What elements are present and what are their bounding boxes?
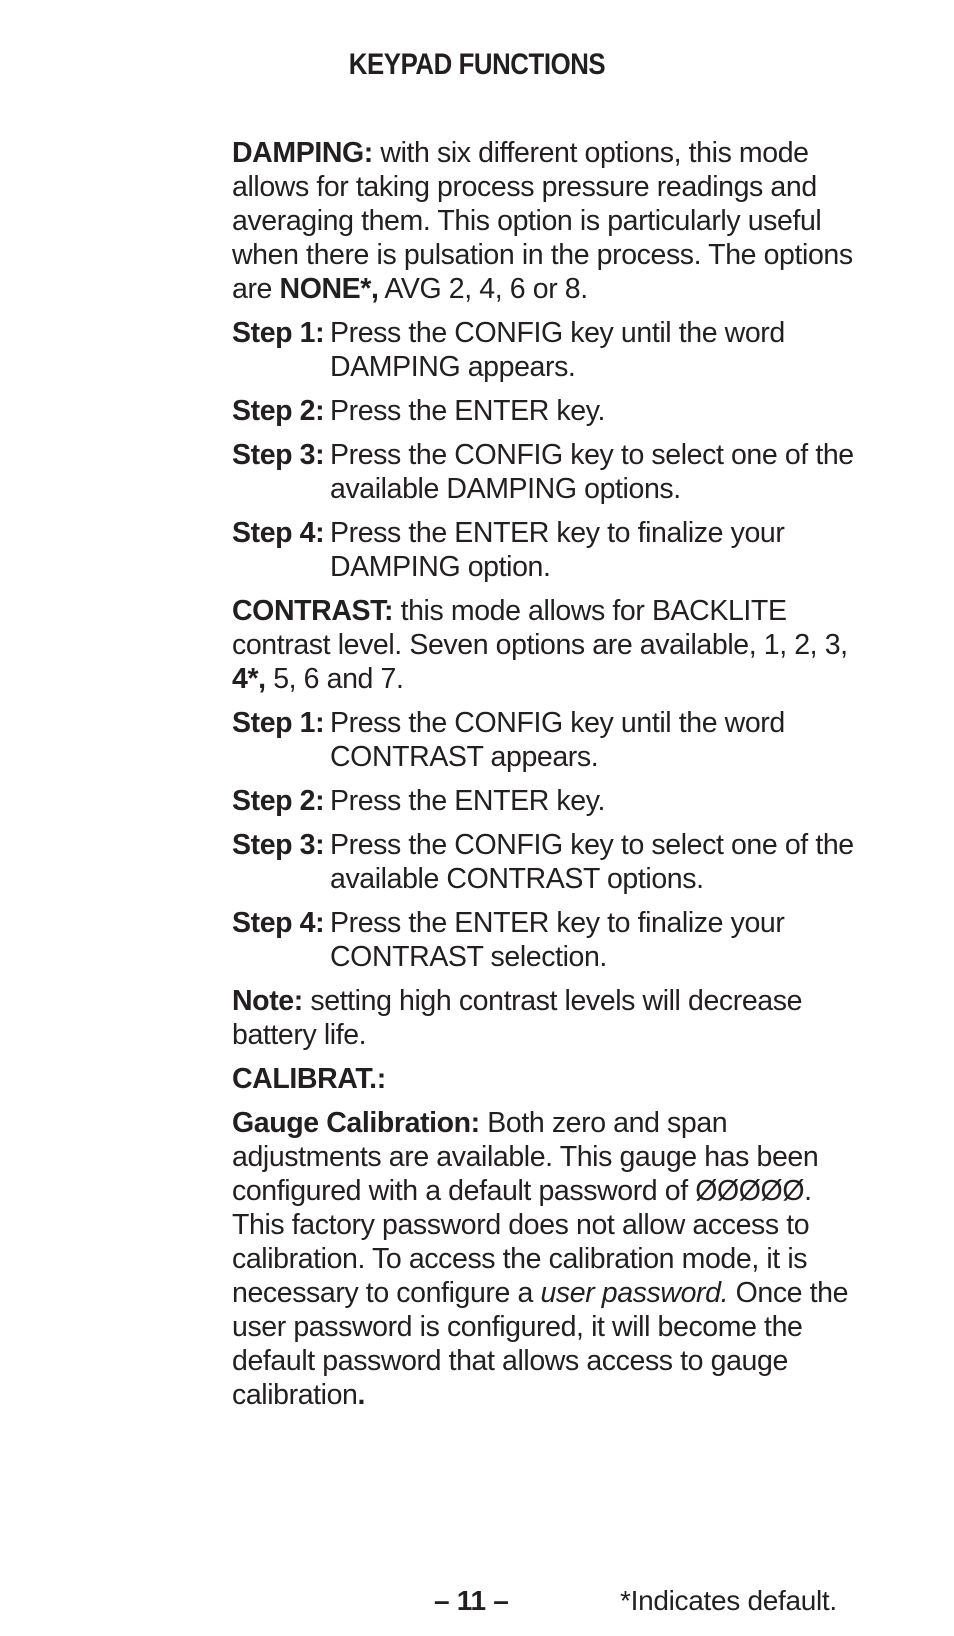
document-body [232,136,859,1422]
contrast-text-2: 5, 6 and 7. [265,663,404,695]
step-text: Press the CONFIG key to select one of the available CONTRAST options. [330,829,854,895]
page-number: – 11 – [434,1585,509,1616]
damping-text-1: with six different options, this mode allows for taking process pressure readings and averaging them. This option is particularly useful when there is pulsation in the process. The options are [232,137,853,305]
note-text: setting high contrast levels will decrease battery life. [232,985,803,1051]
step-label: Step 3: [232,829,325,861]
damping-label: DAMPING: [232,137,373,169]
damping-paragraph [232,136,859,306]
calibration-emphasis: user password. [540,1277,729,1309]
step-text: Press the ENTER key to finalize your DAMPING option. [330,517,785,583]
step-label: Step 1: [232,707,325,739]
note-label: Note: [232,985,303,1017]
step-label: Step 4: [232,907,325,939]
default-footnote: *Indicates default. [620,1585,837,1616]
step-label: Step 2: [232,785,325,817]
contrast-step-1 [232,706,859,774]
damping-step-4 [232,516,859,584]
step-label: Step 3: [232,439,325,471]
calibration-label: Gauge Calibration: [232,1107,480,1139]
calibration-text-1: Both zero and span adjustments are available. This gauge has been configured with a default password of ØØØØØ. This factory password does not allow access to calibration. To access the calibration mode, it is necessary to configure a [232,1107,819,1309]
contrast-text-1: this mode allows for BACKLITE contrast level. Seven options are available, 1, 2, 3, [232,595,848,661]
note-paragraph [232,984,859,1052]
step-label: Step 4: [232,517,325,549]
step-text: Press the CONFIG key until the word CONTRAST appears. [330,707,785,773]
calibrat-heading-text: CALIBRAT.: [232,1063,386,1095]
page-title: KEYPAD FUNCTIONS [348,48,606,81]
step-text: Press the CONFIG key to select one of the available DAMPING options. [330,439,854,505]
calibration-text-2: Once the user password is configured, it will become the default password that allows access to gauge calibration [232,1277,849,1411]
step-text: Press the ENTER key. [330,785,605,817]
damping-step-1 [232,316,859,384]
damping-default-option: NONE*, [279,273,379,305]
damping-step-3 [232,438,859,506]
damping-step-2 [232,394,859,428]
calibration-end: . [357,1379,366,1411]
step-text: Press the ENTER key. [330,395,605,427]
contrast-step-3 [232,828,859,896]
damping-text-2: AVG 2, 4, 6 or 8. [378,273,588,305]
step-label: Step 1: [232,317,325,349]
contrast-paragraph [232,594,859,696]
contrast-default-option: 4*, [232,663,266,695]
step-label: Step 2: [232,395,325,427]
contrast-label: CONTRAST: [232,595,394,627]
calibration-paragraph [232,1106,859,1412]
step-text: Press the CONFIG key until the word DAMPING appears. [330,317,785,383]
contrast-step-2 [232,784,859,818]
calibrat-heading [232,1062,859,1096]
step-text: Press the ENTER key to finalize your CONTRAST selection. [330,907,785,973]
contrast-step-4 [232,906,859,974]
